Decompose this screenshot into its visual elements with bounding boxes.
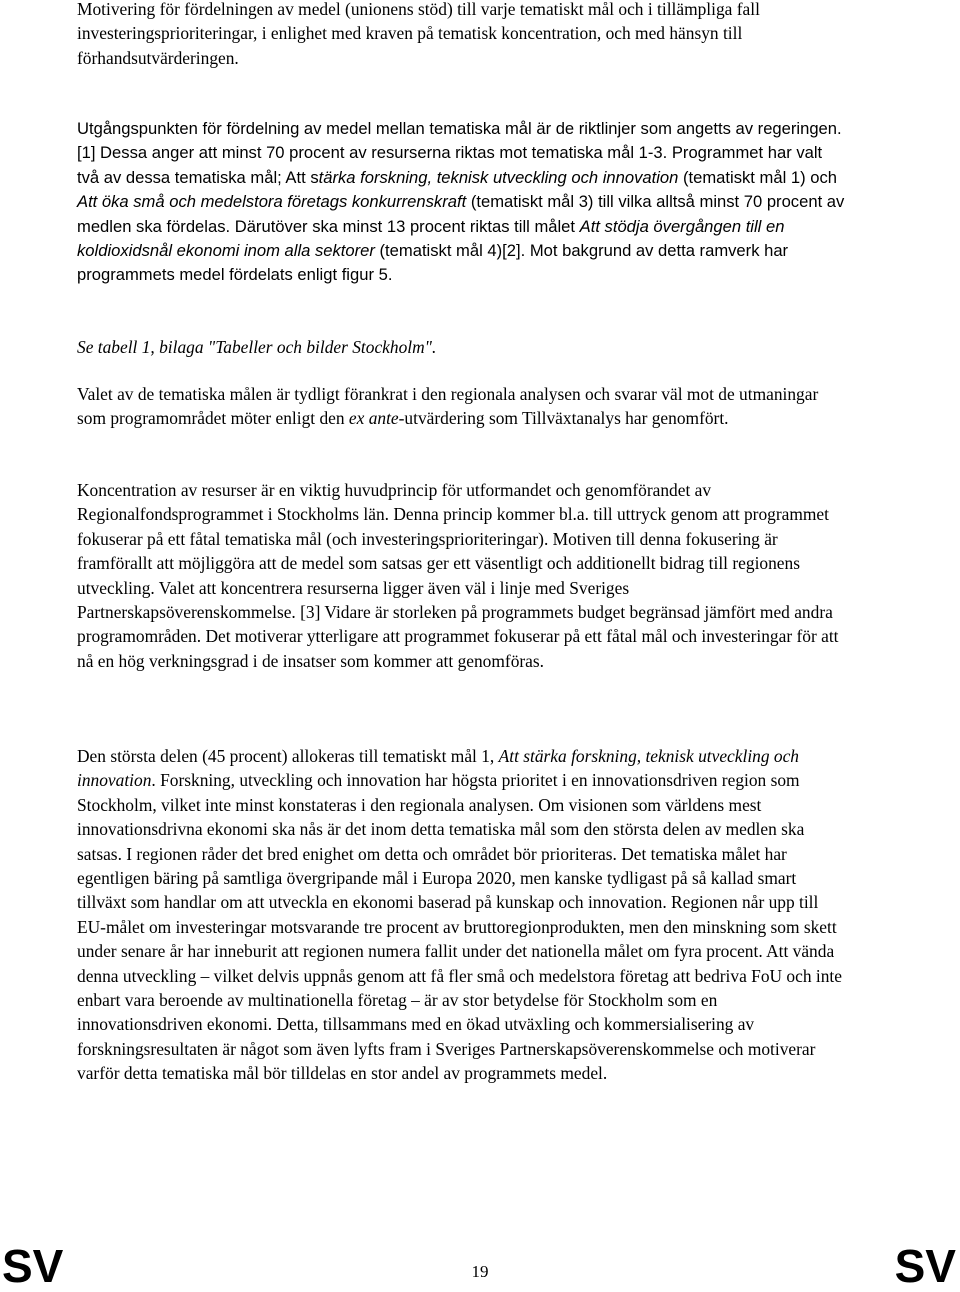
page-number: 19 <box>471 1262 489 1281</box>
p6-text-c: . Forskning, utveckling och innovation har högsta prioritet i en innovationsdriven region som Stockholm, vilket inte minst konstateras i den regionala analysen. Om visionen som världens mest innovationsdrivna ekonomi ska nås är det inom detta tematiska mål som den största delen av medlen ska satsas. I regionen råder det bred enighet om detta och området bör prioriteras. Det tematiska målet har egentligen bäring på samtliga övergripande mål i Europa 2020, men kanske tydligast på så kallad smart tillväxt som handlar om att utveckla en ekonomi baserad på kunskap och innovation. Regionen når upp till EU-målet om investeringar motsvarande tre procent av bruttoregionprodukten, men den minskning som skett under senare år har inneburit att regionen numera fallit under det nationella målet om fyra procent. Att vända denna utveckling – vilket delvis uppnås genom att få fler små och medelstora företag att bedriva FoU och inte enbart vara beroende av multinationella företag – är av stor betydelse för Stockholm som en innovationsdriven ekonomi. Detta, tillsammans med en ökad utväxling och kommersialisering av forskningsresultaten är något som även lyfts fram i Sveriges Partnerskapsöverenskommelse och motiverar varför detta tematiska mål bör tilldelas en stor andel av programmets medel. <box>77 770 842 1084</box>
p2-text-a: Utgångspunkten för fördelning av medel mellan tematiska mål är de riktlinjer som angetts av regeringen.[1] Dessa anger att minst 70 procent av resurserna riktas mot tematiska mål 1-3. Programmet har valt två av dessa tematiska mål; Att s <box>77 119 842 187</box>
p2-italic-f: Att stödja övergången till en koldioxidsnål ekonomi inom alla sektorer <box>77 216 785 261</box>
paragraph-starting-point <box>77 117 847 288</box>
p2-text-g: (tematiskt mål 4)[2]. Mot bakgrund av detta ramverk har programmets medel fördelats enligt figur 5. <box>77 241 789 285</box>
p2-italic-b: tärka forskning, teknisk utveckling och innovation <box>318 167 679 187</box>
paragraph-largest-share <box>77 744 847 1086</box>
paragraph-concentration: Koncentration av resurser är en viktig huvudprincip för utformandet och genomförandet av Regionalfondsprogrammet i Stockholms län. Denna princip kommer bl.a. till uttryck genom att programmet fokuserar på ett fåtal tematiska mål (och investeringsprioriteringar). Motiven till denna fokusering är framförallt att möjliggöra att de medel som satsas ger ett väsentligt och additionellt bidrag till regionens utveckling. Valet att koncentrera resurserna ligger även väl i linje med Sveriges Partnerskapsöverenskommelse. [3] Vidare är storleken på programmets budget begränsad jämfört med andra programområden. Det motiverar ytterligare att programmet fokuserar på ett fåtal mål och investeringar för att nå en hög verkningsgrad i de insatser som kommer att genomföras. <box>77 480 839 671</box>
p2-text-c: (tematiskt mål 1) och <box>678 167 837 187</box>
language-label-left: SV <box>2 1240 64 1292</box>
p4-text-a: Valet av de tematiska målen är tydligt förankrat i den regionala analysen och svarar väl mot de utmaningar som programområdet möter enligt den <box>77 384 819 429</box>
table-reference-text: Se tabell 1, bilaga "Tabeller och bilder Stockholm". <box>77 337 437 357</box>
p6-text-a: Den största delen (45 procent) allokeras till tematiskt mål 1, <box>77 746 499 766</box>
p4-text-c: -utvärdering som Tillväxtanalys har genomfört. <box>398 408 729 429</box>
paragraph-choice-of-goals <box>77 382 847 431</box>
paragraph-motivation: Motivering för fördelningen av medel (unionens stöd) till varje tematiskt mål och i tillämpliga fall investeringsprioriteringar, i enlighet med kraven på tematisk koncentration, och med hänsyn till förhandsutvärderingen. <box>77 0 760 68</box>
paragraph-table-reference <box>77 335 847 359</box>
language-label-right: SV <box>894 1240 956 1292</box>
p2-italic-d: Att öka små och medelstora företags konkurrenskraft <box>77 192 467 212</box>
p6-italic-b: Att stärka forskning, teknisk utveckling och innovation <box>77 746 800 791</box>
p4-italic-b: ex ante <box>348 408 399 429</box>
p2-text-e: (tematiskt mål 3) till vilka alltså minst 70 procent av medlen ska fördelas. Därutöver ska minst 13 procent riktas till målet <box>77 192 845 236</box>
